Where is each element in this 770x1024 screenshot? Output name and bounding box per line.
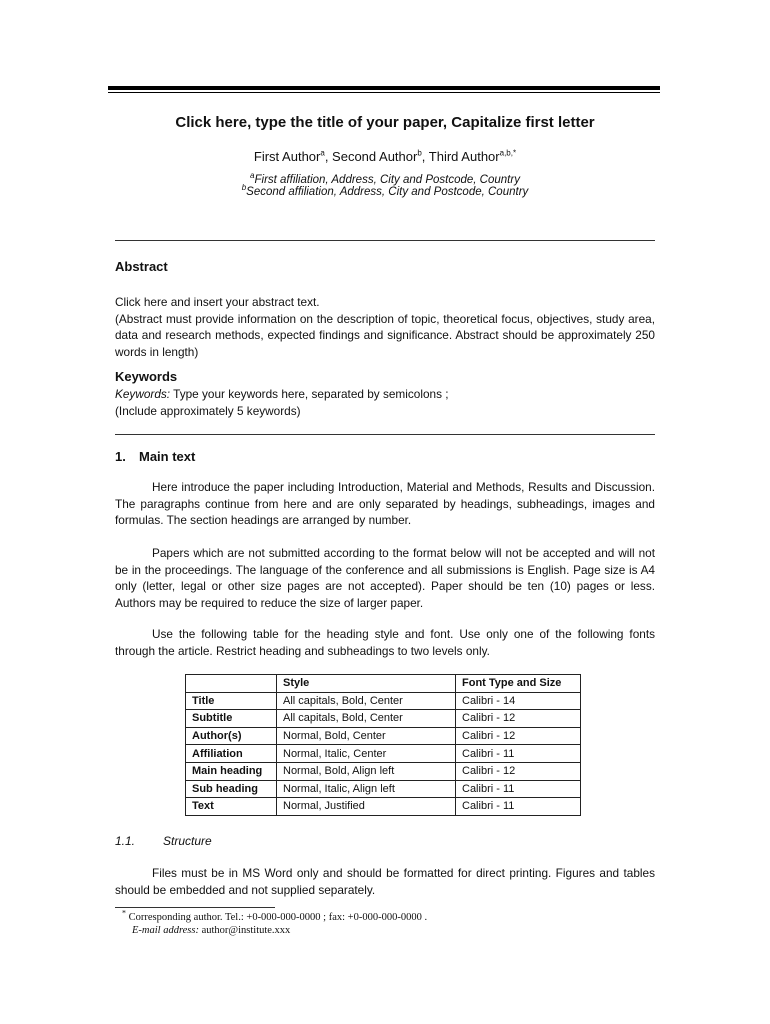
table-cell: Calibri - 12 [456, 762, 581, 780]
table-row [186, 692, 581, 710]
heading-style-table [185, 674, 581, 816]
abstract-body[interactable] [115, 294, 655, 360]
table-cell: Author(s) [186, 727, 277, 745]
table-cell: Main heading [186, 762, 277, 780]
table-cell: Normal, Bold, Align left [277, 762, 456, 780]
author-2-sup: b [417, 148, 422, 158]
table-cell: Calibri - 14 [456, 692, 581, 710]
abstract-line-1: Click here and insert your abstract text. [115, 295, 320, 309]
section1-paragraph-1[interactable]: Here introduce the paper including Introduction, Material and Methods, Results and Discussion. The paragraphs continue from here and are only separated by headings, subheadings, images and formulas. The section headings are arranged by number. [115, 480, 655, 527]
header-rule-thick [108, 86, 660, 90]
section-heading-main-text [115, 449, 195, 464]
subsection-title: Structure [163, 834, 212, 848]
table-cell: Normal, Italic, Center [277, 745, 456, 763]
subsection-heading-structure [115, 834, 212, 848]
footnote-email: author@institute.xxx [198, 925, 291, 936]
abstract-text: (Abstract must provide information on the description of topic, theoretical focus, objectives, study area, data and research methods, expected findings and significance. Abstract should be approximately 250 words in length) [115, 311, 655, 359]
table-cell: Text [186, 798, 277, 816]
table-cell: Normal, Justified [277, 798, 456, 816]
author-3[interactable]: Third Author [428, 149, 500, 164]
author-1-sup: a [320, 148, 325, 158]
footnote[interactable] [122, 908, 428, 937]
keywords-label: Keywords: [115, 387, 171, 401]
subsection-paragraph-1[interactable]: Files must be in MS Word only and should be formatted for direct printing. Figures and tables should be embedded and not supplied separately. [115, 866, 655, 897]
table-header-cell [186, 675, 277, 693]
author-sep: , [421, 149, 429, 164]
table-cell: All capitals, Bold, Center [277, 692, 456, 710]
table-cell: Sub heading [186, 780, 277, 798]
footnote-mark: * [122, 908, 126, 918]
keywords-body[interactable] [115, 386, 655, 419]
section-title: Main text [139, 449, 196, 464]
abstract-heading: Abstract [115, 259, 168, 274]
table-header-cell: Style [277, 675, 456, 693]
divider-abstract-top [115, 240, 655, 241]
affiliation-2[interactable] [0, 183, 770, 198]
table-cell: Calibri - 11 [456, 780, 581, 798]
header-rule-thin [108, 92, 660, 93]
affiliation-1-sup: a [250, 171, 255, 181]
keywords-note: (Include approximately 5 keywords) [115, 403, 301, 418]
footnote-email-label: E-mail address: [132, 925, 199, 936]
affiliation-1-text: First affiliation, Address, City and Postcode, Country [254, 174, 520, 186]
footnote-rule [115, 907, 275, 908]
table-cell: Subtitle [186, 710, 277, 728]
author-1[interactable]: First Author [253, 149, 321, 164]
table-cell: Calibri - 11 [456, 745, 581, 763]
section-number: 1. [115, 449, 126, 464]
table-cell: Title [186, 692, 277, 710]
section1-paragraph-3[interactable]: Use the following table for the heading style and font. Use only one of the following fonts through the article. Restrict heading and subheadings to two levels only. [115, 627, 655, 658]
table-row [186, 745, 581, 763]
section1-paragraph-2[interactable]: Papers which are not submitted according to the format below will not be accepted and will not be in the proceedings. The language of the conference and all submissions is English. Page size is A4 only (letter, legal or other size pages are not accepted). Paper should be ten (10) pages or less. Authors may be required to reduce the size of larger paper. [115, 546, 655, 610]
table-cell: Calibri - 12 [456, 710, 581, 728]
table-row [186, 762, 581, 780]
footnote-line-1: Corresponding author. Tel.: +0-000-000-0000 ; fax: +0-000-000-0000 . [126, 912, 428, 923]
table-cell: Affiliation [186, 745, 277, 763]
divider-abstract-bottom [115, 434, 655, 435]
table-header-row [186, 675, 581, 693]
table-cell: Calibri - 12 [456, 727, 581, 745]
subsection-number: 1.1. [115, 834, 136, 848]
author-sep: , [324, 149, 333, 164]
keywords-heading: Keywords [115, 369, 178, 384]
table-cell: Normal, Bold, Center [277, 727, 456, 745]
affiliation-2-text: Second affiliation, Address, City and Postcode, Country [246, 186, 529, 198]
table-cell: Normal, Italic, Align left [277, 780, 456, 798]
affiliation-1[interactable] [0, 171, 770, 186]
table-cell: All capitals, Bold, Center [277, 710, 456, 728]
affiliation-2-sup: b [241, 183, 247, 193]
author-3-sup: a,b,* [499, 148, 517, 158]
author-list [0, 149, 770, 164]
table-row [186, 780, 581, 798]
table-row [186, 798, 581, 816]
keywords-text: Type your keywords here, separated by semicolons ; [170, 387, 449, 401]
table-header-cell: Font Type and Size [456, 675, 581, 693]
table-cell: Calibri - 11 [456, 798, 581, 816]
paper-title[interactable]: Click here, type the title of your paper, Capitalize first letter [175, 114, 595, 131]
table-row [186, 727, 581, 745]
table-row [186, 710, 581, 728]
author-2[interactable]: Second Author [332, 149, 418, 164]
